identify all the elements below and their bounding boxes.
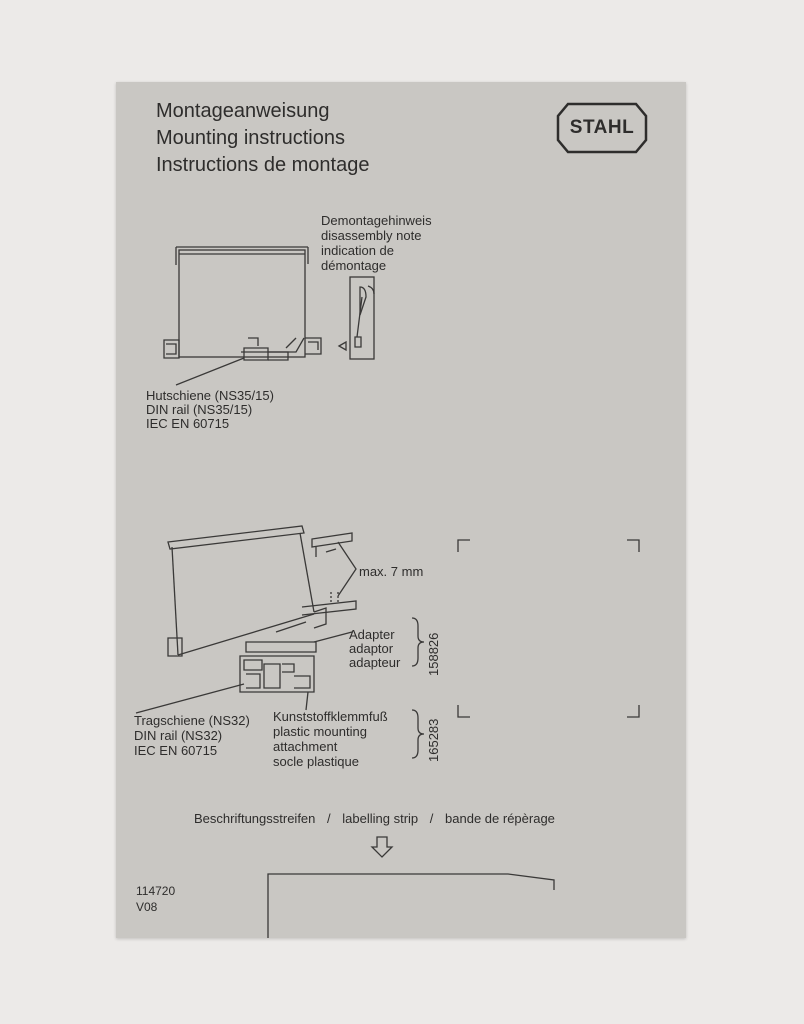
adapter-line-2: adaptor xyxy=(349,641,394,656)
labelling-strip-english: labelling strip xyxy=(342,811,419,826)
title-french: Instructions de montage xyxy=(156,154,370,176)
din-rail-32-line-1: Tragschiene (NS32) xyxy=(134,713,250,728)
disassembly-note-line-1: Demontagehinweis xyxy=(321,213,432,228)
din-rail-35-line-3: IEC EN 60715 xyxy=(146,416,230,431)
din-rail-35-line-1: Hutschiene (NS35/15) xyxy=(146,388,274,403)
module-on-din-rail-diagram xyxy=(164,247,321,385)
disassembly-note-line-3: indication de xyxy=(321,243,394,258)
separator-2: / xyxy=(429,811,434,826)
separator-1: / xyxy=(327,811,331,826)
crop-marks xyxy=(458,540,639,717)
plastic-line-1: Kunststoffklemmfuß xyxy=(273,709,388,724)
plastic-part-number: 165283 xyxy=(426,718,441,762)
din-rail-35-line-2: DIN rail (NS35/15) xyxy=(146,402,253,417)
labelling-strip-french: bande de répèrage xyxy=(445,811,555,826)
module-with-adapter-diagram xyxy=(136,526,356,713)
adapter-line-3: adapteur xyxy=(349,655,401,670)
adapter-part-number: 158826 xyxy=(426,632,441,676)
max-distance-label: max. 7 mm xyxy=(359,564,424,579)
title-german: Montageanweisung xyxy=(156,100,330,122)
adapter-line-1: Adapter xyxy=(349,627,395,642)
logo-text: STAHL xyxy=(569,117,635,138)
disassembly-note-line-4: démontage xyxy=(321,258,387,273)
plastic-line-4: socle plastique xyxy=(273,754,359,769)
labelling-strip-german: Beschriftungsstreifen xyxy=(194,811,316,826)
instruction-card xyxy=(116,82,686,938)
labelling-strip-slot xyxy=(268,874,554,938)
plastic-line-3: attachment xyxy=(273,739,338,754)
title-english: Mounting instructions xyxy=(156,127,345,149)
labelling-strip-caption xyxy=(194,811,555,826)
plastic-brace-icon xyxy=(412,710,424,758)
din-rail-32-line-2: DIN rail (NS32) xyxy=(134,728,223,743)
mounting-diagrams xyxy=(116,82,686,938)
disassembly-note-line-2: disassembly note xyxy=(321,228,422,243)
screwdriver-icon xyxy=(339,277,374,359)
plastic-line-2: plastic mounting xyxy=(273,724,367,739)
down-arrow-icon xyxy=(372,837,392,857)
din-rail-32-line-3: IEC EN 60715 xyxy=(134,743,218,758)
adapter-brace-icon xyxy=(412,618,424,666)
document-number: 114720 xyxy=(136,884,176,898)
document-version: V08 xyxy=(136,900,158,914)
